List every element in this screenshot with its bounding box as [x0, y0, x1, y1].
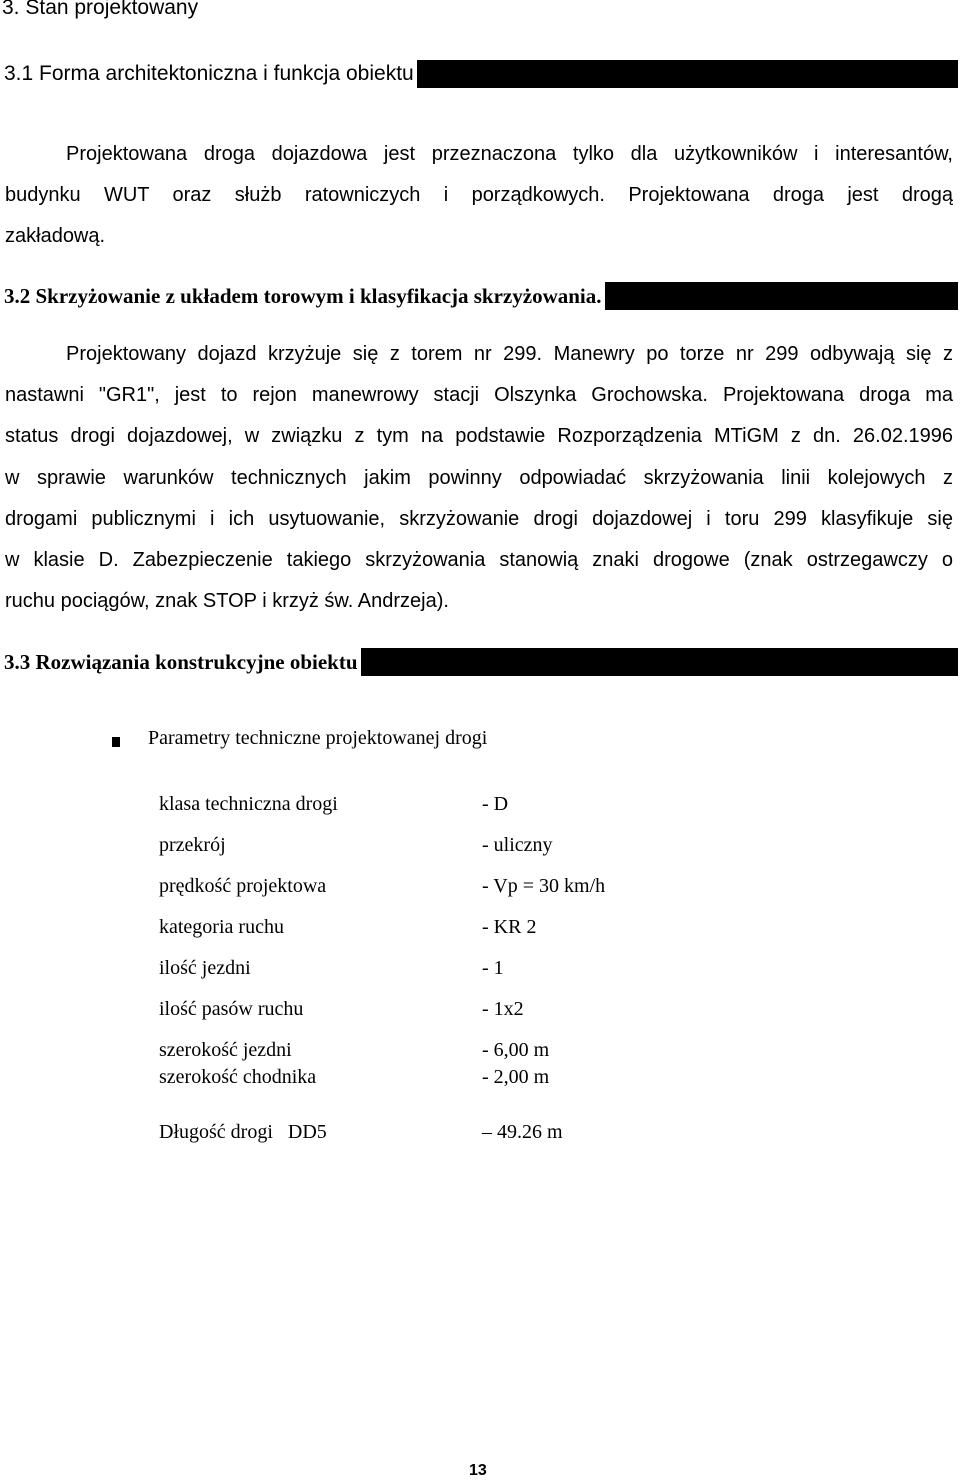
param-name: przekrój — [159, 834, 226, 856]
param-name: ilość jezdni — [159, 957, 251, 979]
param-value: - KR 2 — [482, 916, 537, 938]
paragraph-line: budynku WUT oraz służb ratowniczych i porządkowych. Projektowana droga jest drogą — [5, 184, 953, 206]
param-name: prędkość projektowa — [159, 875, 327, 897]
paragraph-line: w klasie D. Zabezpieczenie takiego skrzyżowania stanowią znaki drogowe (znak ostrzegawczy o — [5, 549, 953, 572]
section-header-bar-3-3 — [4, 648, 958, 676]
param-name: szerokość jezdni — [159, 1039, 292, 1061]
param-value: - 2,00 m — [482, 1066, 550, 1088]
param-name: kategoria ruchu — [159, 916, 284, 938]
paragraph-line: nastawni "GR1", jest to rejon manewrowy stacji Olszynka Grochowska. Projektowana droga ma — [5, 384, 953, 407]
document-heading: 3. Stan projektowany — [2, 0, 199, 19]
paragraph-3-2 — [5, 334, 953, 622]
section-title-3-3: 3.3 Rozwiązania konstrukcyjne obiektu — [4, 648, 361, 676]
paragraph-line: w sprawie warunków technicznych jakim powinny odpowiadać skrzyżowania linii kolejowych z — [5, 466, 953, 489]
section-title-3-2: 3.2 Skrzyżowanie z układem torowym i klasyfikacja skrzyżowania. — [4, 282, 605, 310]
param-value: – 49.26 m — [482, 1121, 563, 1143]
section-header-bar-3-2 — [4, 282, 958, 310]
param-name: klasa techniczna drogi — [159, 793, 338, 815]
param-value: - 1x2 — [482, 998, 524, 1020]
paragraph-line: zakładową. — [5, 225, 106, 247]
bullet-text: Parametry techniczne projektowanej drogi — [148, 727, 488, 749]
paragraph-line: Projektowany dojazd krzyżuje się z torem nr 299. Manewry po torze nr 299 odbywają się z — [66, 343, 953, 365]
param-value: - Vp = 30 km/h — [482, 875, 606, 897]
param-value: - D — [482, 793, 509, 815]
paragraph-line: drogami publicznymi i ich usytuowanie, skrzyżowanie drogi dojazdowej i toru 299 klasyfikuje się — [5, 507, 953, 530]
page-number: 13 — [469, 1462, 487, 1479]
section-header-bar-3-1 — [4, 60, 958, 88]
paragraph-3-1 — [5, 134, 953, 257]
paragraph-line: Projektowana droga dojazdowa jest przeznaczona tylko dla użytkowników i interesantów, — [66, 143, 953, 165]
param-value: - 1 — [482, 957, 504, 979]
section-title-3-1: 3.1 Forma architektoniczna i funkcja obiektu — [4, 60, 417, 88]
param-value: - uliczny — [482, 834, 553, 856]
param-value: - 6,00 m — [482, 1039, 550, 1061]
paragraph-line: ruchu pociągów, znak STOP i krzyż św. Andrzeja). — [5, 590, 449, 613]
param-name: Długość drogi DD5 — [159, 1121, 327, 1143]
square-bullet-icon — [112, 737, 120, 747]
param-name: ilość pasów ruchu — [159, 998, 304, 1020]
param-name: szerokość chodnika — [159, 1066, 317, 1088]
paragraph-line: status drogi dojazdowej, w związku z tym na podstawie Rozporządzenia MTiGM z dn. 26.02.1996 — [5, 425, 953, 448]
